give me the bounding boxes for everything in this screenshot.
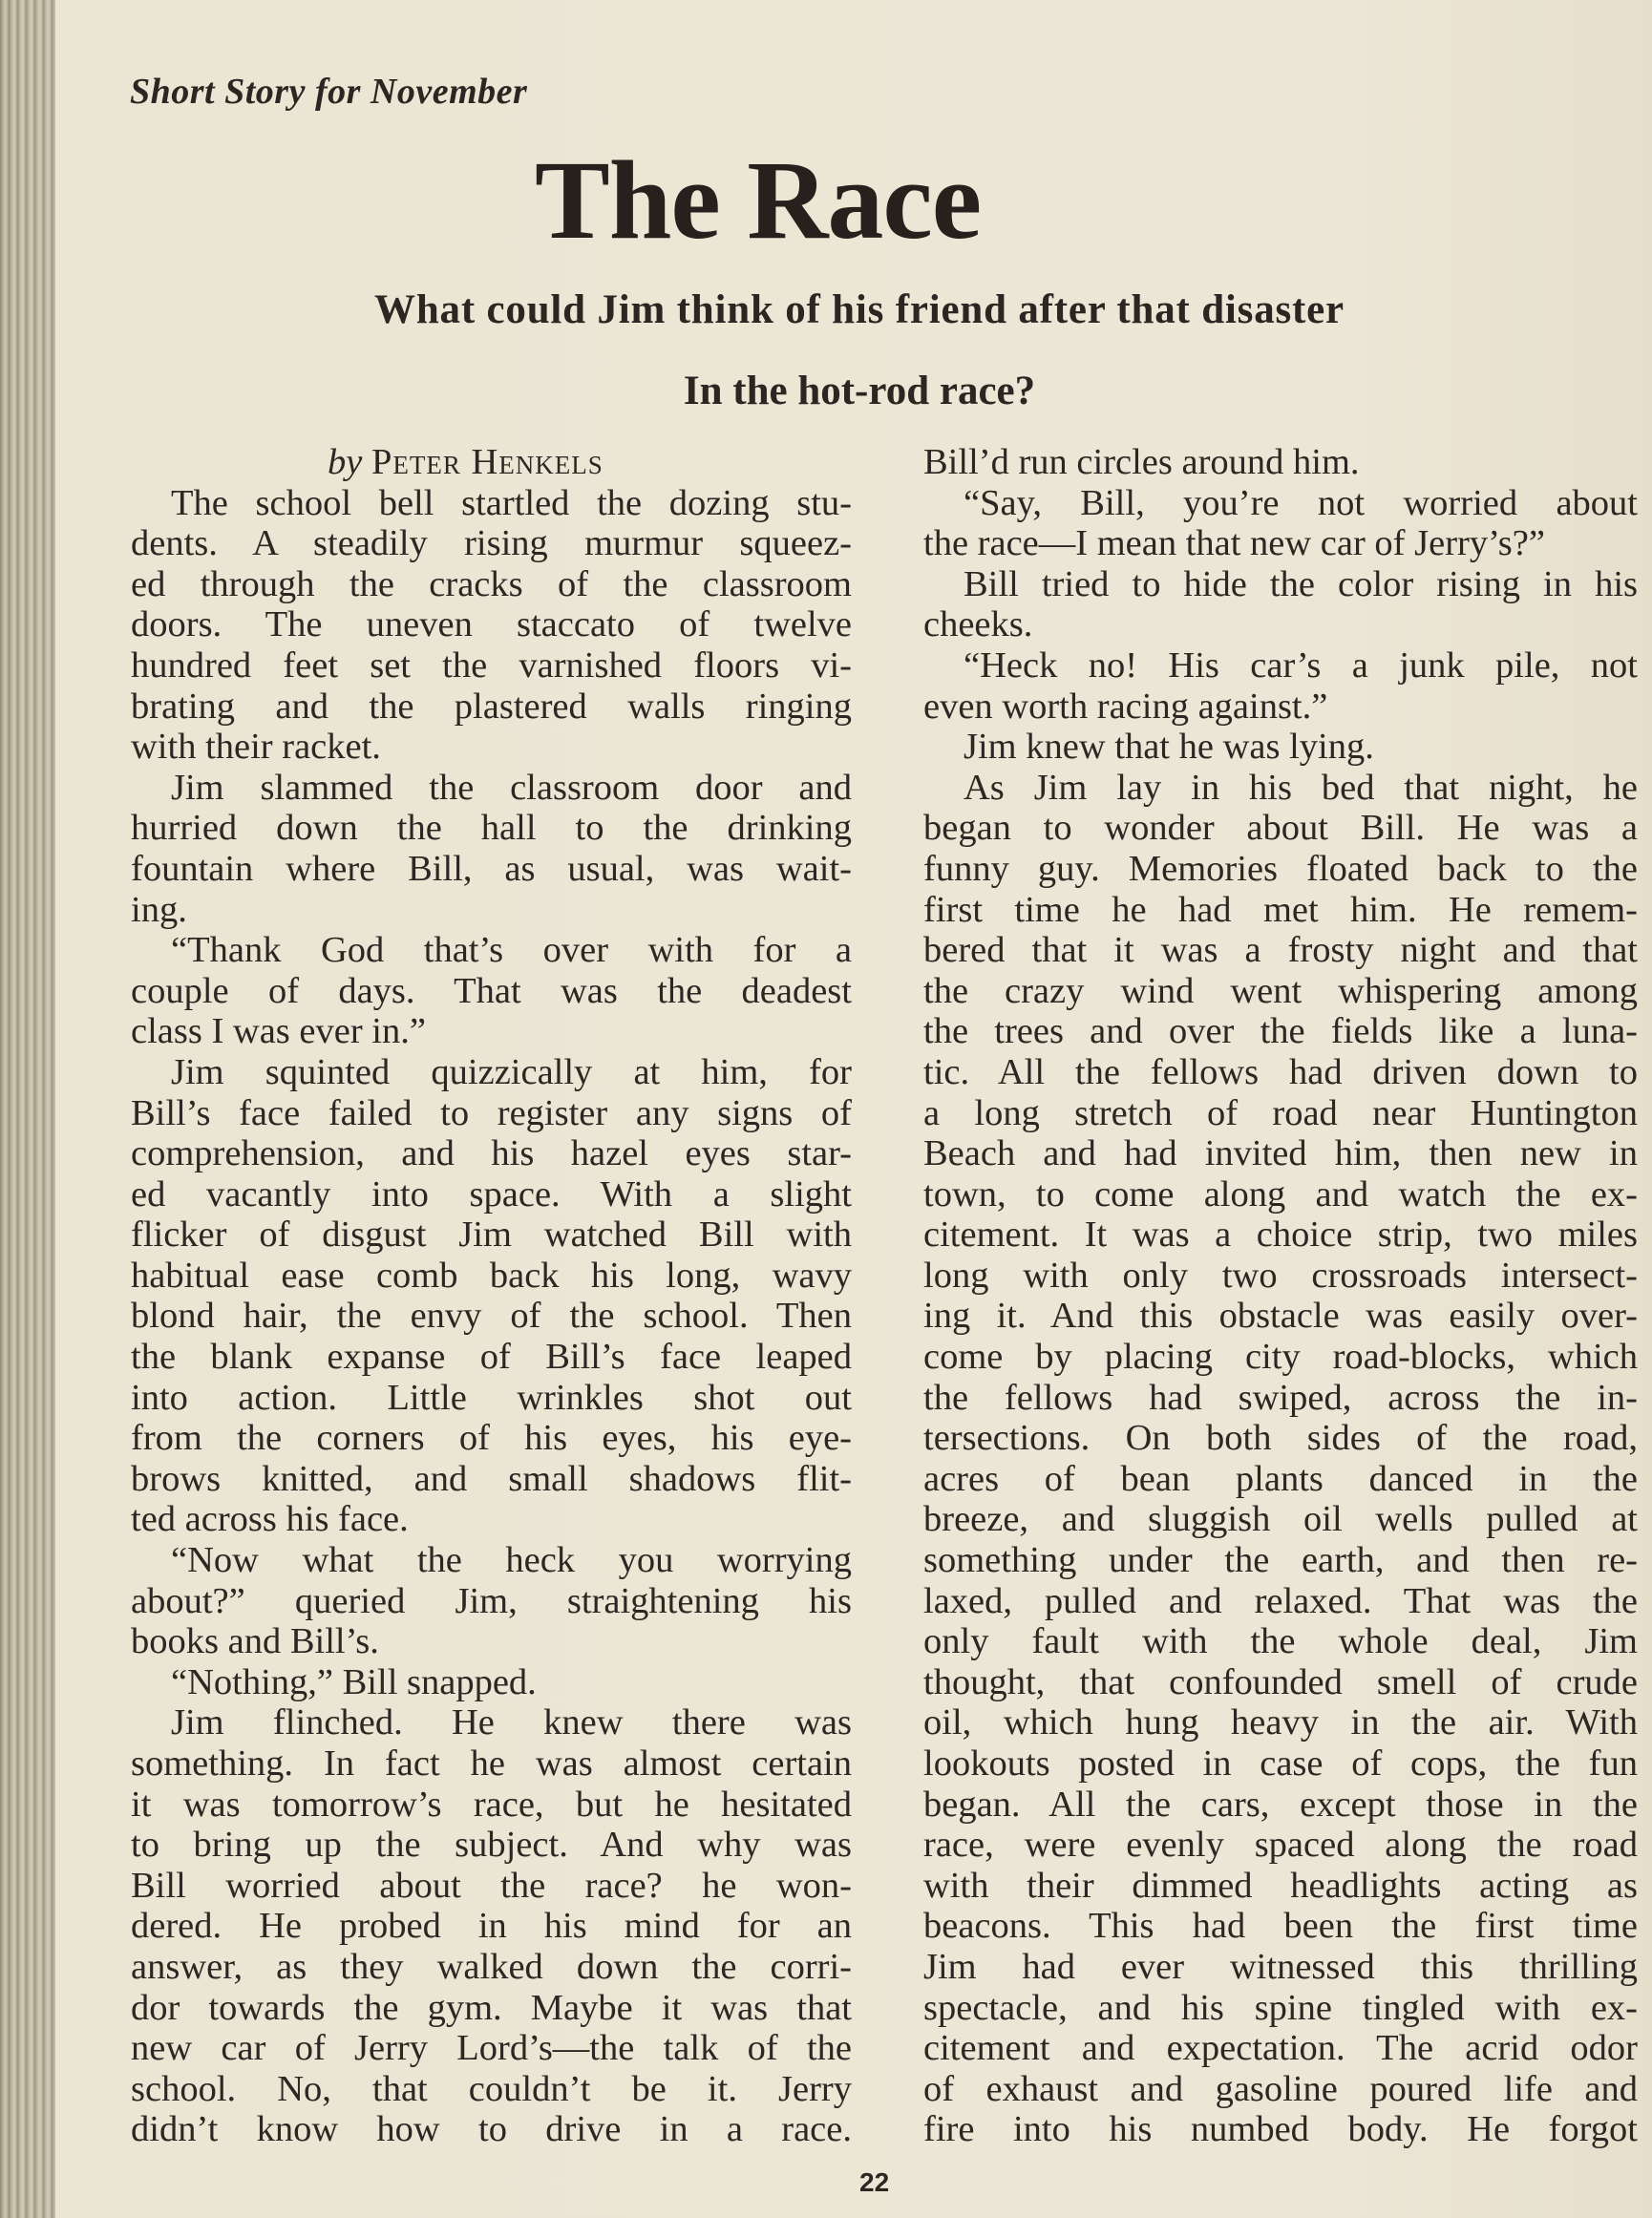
- story-deck-line-2: In the hot-rod race?: [683, 369, 1036, 413]
- text-line: books and Bill’s.: [131, 1621, 379, 1662]
- text-line: Bill’d run circles around him.: [923, 442, 1360, 482]
- text-line: from the corners of his eyes, his eye-: [131, 1418, 852, 1459]
- text-line: “Now what the heck you worrying: [171, 1540, 852, 1581]
- text-line: ed vacantly into space. With a slight: [131, 1173, 852, 1215]
- text-line: didn’t know how to drive in a race.: [131, 2109, 852, 2150]
- text-line: ing it. And this obstacle was easily over-: [923, 1296, 1638, 1337]
- text-line: the trees and over the fields like a luna-: [923, 1011, 1638, 1052]
- text-line: ing.: [131, 889, 187, 930]
- left-column-lines: [131, 483, 852, 2150]
- text-line: the crazy wind went whispering among: [923, 970, 1638, 1011]
- text-line: dered. He probed in his mind for an: [131, 1906, 852, 1947]
- text-line: As Jim lay in his bed that night, he: [964, 767, 1638, 808]
- text-line: something under the earth, and then re-: [923, 1540, 1638, 1581]
- page-binding-edge: [0, 0, 55, 2218]
- text-line: fountain where Bill, as usual, was wait-: [131, 848, 852, 889]
- text-line: “Say, Bill, you’re not worried about: [964, 482, 1638, 523]
- text-line: school. No, that couldn’t be it. Jerry: [131, 2068, 852, 2109]
- text-line: flicker of disgust Jim watched Bill with: [131, 1215, 852, 1256]
- text-line: ted across his face.: [131, 1499, 409, 1540]
- text-line: lookouts posted in case of cops, the fun: [923, 1743, 1638, 1784]
- text-line: acres of bean plants danced in the: [923, 1458, 1638, 1499]
- text-line: only fault with the whole deal, Jim: [923, 1621, 1638, 1662]
- text-line: about?” queried Jim, straightening his: [131, 1580, 852, 1621]
- text-line: beacons. This had been the first time: [923, 1906, 1638, 1947]
- text-line: fire into his numbed body. He forgot: [923, 2109, 1638, 2150]
- text-line: citement. It was a choice strip, two miles: [923, 1215, 1638, 1256]
- text-line: tic. All the fellows had driven down to: [923, 1051, 1638, 1092]
- text-line: began. All the cars, except those in the: [923, 1784, 1638, 1825]
- text-line: couple of days. That was the deadest: [131, 970, 852, 1011]
- byline-by: by: [328, 442, 363, 482]
- text-line: Beach and had invited him, then new in: [923, 1133, 1638, 1174]
- text-line: a long stretch of road near Huntington: [923, 1092, 1638, 1133]
- author-name: Peter Henkels: [371, 442, 604, 482]
- section-label: Short Story for November: [130, 72, 528, 112]
- byline: [131, 442, 852, 483]
- text-line: first time he had met him. He remem-: [923, 889, 1638, 930]
- text-line: comprehension, and his hazel eyes star-: [131, 1133, 852, 1174]
- text-line: doors. The uneven staccato of twelve: [131, 604, 852, 645]
- text-line: hundred feet set the varnished floors vi-: [131, 644, 852, 686]
- text-line: thought, that confounded smell of crude: [923, 1661, 1638, 1702]
- text-line: “Thank God that’s over with for a: [171, 930, 852, 971]
- text-line: tersections. On both sides of the road,: [923, 1418, 1638, 1459]
- text-line: Bill worried about the race? he won-: [131, 1865, 852, 1906]
- text-line: Jim slammed the classroom door and: [171, 767, 852, 808]
- text-line: dents. A steadily rising murmur squeez-: [131, 523, 852, 564]
- text-line: long with only two crossroads intersect-: [923, 1255, 1638, 1296]
- text-line: to bring up the subject. And why was: [131, 1825, 852, 1866]
- text-line: class I was ever in.”: [131, 1011, 426, 1052]
- text-line: funny guy. Memories floated back to the: [923, 848, 1638, 889]
- text-line: bered that it was a frosty night and that: [923, 930, 1638, 971]
- text-line: brating and the plastered walls ringing: [131, 686, 852, 727]
- text-line: new car of Jerry Lord’s—the talk of the: [131, 2028, 852, 2069]
- text-line: the race—I mean that new car of Jerry’s?”: [923, 523, 1545, 564]
- text-line: oil, which hung heavy in the air. With: [923, 1702, 1638, 1743]
- text-line: race, were evenly spaced along the road: [923, 1825, 1638, 1866]
- text-line: cheeks.: [923, 604, 1033, 645]
- text-line: something. In fact he was almost certain: [131, 1743, 852, 1784]
- text-line: dor towards the gym. Maybe it was that: [131, 1987, 852, 2028]
- text-line: spectacle, and his spine tingled with ex-: [923, 1987, 1638, 2028]
- text-line: Jim had ever witnessed this thrilling: [923, 1946, 1638, 1987]
- text-line: brows knitted, and small shadows flit-: [131, 1458, 852, 1499]
- right-text-column: [923, 442, 1638, 2150]
- page-number: 22: [859, 2167, 890, 2197]
- text-line: Bill’s face failed to register any signs of: [131, 1092, 852, 1133]
- text-line: “Nothing,” Bill snapped.: [171, 1661, 537, 1702]
- left-text-column: [131, 442, 852, 2150]
- text-line: town, to come along and watch the ex-: [923, 1173, 1638, 1215]
- text-line: into action. Little wrinkles shot out: [131, 1377, 852, 1418]
- text-line: Jim flinched. He knew there was: [171, 1702, 852, 1743]
- text-line: Jim knew that he was lying.: [964, 727, 1374, 768]
- text-line: with their racket.: [131, 727, 381, 768]
- text-line: habitual ease comb back his long, wavy: [131, 1255, 852, 1296]
- text-line: breeze, and sluggish oil wells pulled at: [923, 1499, 1638, 1540]
- text-line: The school bell startled the dozing stu-: [171, 482, 852, 523]
- text-line: Jim squinted quizzically at him, for: [171, 1051, 852, 1092]
- text-line: began to wonder about Bill. He was a: [923, 808, 1638, 849]
- text-line: answer, as they walked down the corri-: [131, 1946, 852, 1987]
- text-line: citement and expectation. The acrid odor: [923, 2028, 1638, 2069]
- text-line: even worth racing against.”: [923, 686, 1328, 727]
- text-line: laxed, pulled and relaxed. That was the: [923, 1580, 1638, 1621]
- text-line: “Heck no! His car’s a junk pile, not: [964, 644, 1638, 686]
- text-line: hurried down the hall to the drinking: [131, 808, 852, 849]
- text-line: the blank expanse of Bill’s face leaped: [131, 1337, 852, 1378]
- right-column-lines: [923, 442, 1638, 2150]
- story-deck-line-1: What could Jim think of his friend after that disaster: [374, 287, 1345, 332]
- text-line: come by placing city road-blocks, which: [923, 1337, 1638, 1378]
- story-title: The Race: [535, 137, 982, 263]
- text-line: Bill tried to hide the color rising in his: [964, 563, 1638, 604]
- text-line: the fellows had swiped, across the in-: [923, 1377, 1638, 1418]
- text-line: it was tomorrow’s race, but he hesitated: [131, 1784, 852, 1825]
- text-line: with their dimmed headlights acting as: [923, 1865, 1638, 1906]
- text-line: of exhaust and gasoline poured life and: [923, 2068, 1638, 2109]
- text-line: ed through the cracks of the classroom: [131, 563, 852, 604]
- text-line: blond hair, the envy of the school. Then: [131, 1296, 852, 1337]
